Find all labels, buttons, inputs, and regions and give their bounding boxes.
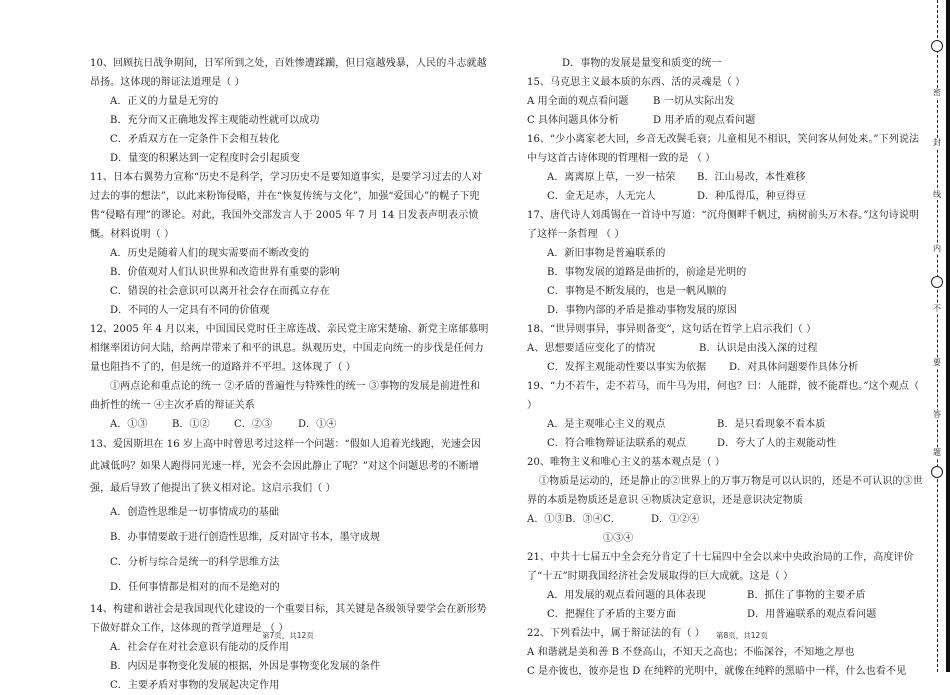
question-11-option-c: C．错误的社会意识可以离开社会存在而孤立存在 xyxy=(110,286,330,297)
page-number-left: 第7页，共12页 xyxy=(262,631,314,640)
right-column xyxy=(527,54,925,681)
question-20-option-b: B．③④ xyxy=(565,514,603,525)
question-12-option-d: D．①④ xyxy=(298,419,337,430)
question-18-stem: 18、“世异则事异，事异则备变”，这句话在哲学上启示我们（ ） xyxy=(527,324,817,335)
question-20-stem: 20、唯物主义和唯心主义的基本观点是（ ） xyxy=(527,457,726,468)
question-15-option-d: D 用矛盾的观点看问题 xyxy=(653,115,756,126)
question-20-options xyxy=(527,510,925,548)
question-12-option-c: C．②③ xyxy=(234,419,273,430)
question-21-options-row-1 xyxy=(527,586,925,605)
question-18-option-b: B．认识是由浅入深的过程 xyxy=(699,343,818,354)
question-19-options-row-1 xyxy=(527,415,925,434)
question-15-stem: 15、马克思主义最本质的东西、活的灵魂是（ ） xyxy=(527,77,746,88)
question-10-stem: 10、回顾抗日战争期间，日军所到之处，百姓惨遭蹂躏，但日寇越残暴，人民的斗志就越昂扬。这体现的辩证法道理是（ ） xyxy=(90,58,487,88)
question-16-options-row-1 xyxy=(527,168,925,187)
question-18-option-a: A、思想要适应变化了的情况 xyxy=(527,343,656,354)
page-number-right: 第8页，共12页 xyxy=(716,631,768,640)
question-12-stem: 12、2005 年 4 月以来，中国国民党时任主席连战、亲民党主席宋楚瑜、新党主席郁慕明相继率团访问大陆，给两岸带来了和平的讯息。纵观历史，中国走向统一的步伐是任何力量也阻挡不了的，但是统一的道路并不平坦。这体现了（ ） xyxy=(90,324,489,373)
question-18-option-d: D．对具体问题要作具体分析 xyxy=(729,362,859,373)
question-11-option-b: B．价值观对人们认识世界和改造世界有重要的影响 xyxy=(110,267,340,278)
question-14-option-a: A．社会存在对社会意识有能动的反作用 xyxy=(110,642,290,653)
dashed-seal-line xyxy=(937,0,938,672)
question-12-options xyxy=(90,415,490,434)
question-20-option-a: A．①③ xyxy=(527,514,565,525)
question-15-option-b: B 一切从实际出发 xyxy=(653,96,735,107)
question-17-option-c: C．事物是不断发展的，也是一帆风顺的 xyxy=(547,286,727,297)
question-19-option-b: B．是只看现象不看本质 xyxy=(717,419,826,430)
question-15-options-row-2 xyxy=(527,111,925,130)
question-14-option-d: D．事物的发展是量变和质变的统一 xyxy=(562,58,722,69)
question-16-options-row-2 xyxy=(527,187,925,206)
question-21-stem: 21、中共十七届五中全会充分肯定了十七届四中全会以来中央政治局的工作，高度评价了“十五”时期我国经济社会发展取得的巨大成就。这是（ ） xyxy=(527,552,914,582)
question-16-option-a: A．离离原上草，一岁一枯荣 xyxy=(547,172,676,183)
question-21-options-row-2 xyxy=(527,605,925,624)
question-19-option-d: D．夸大了人的主观能动性 xyxy=(717,438,837,449)
binding-circle-icon xyxy=(931,40,943,52)
question-17-option-d: D．事物内部的矛盾是推动事物发展的原因 xyxy=(547,305,737,316)
question-17-option-b: B．事物发展的道路是曲折的，前途是光明的 xyxy=(547,267,747,278)
question-16-option-c: C．金无足赤，人无完人 xyxy=(547,191,656,202)
question-15-option-a: A 用全面的观点看问题 xyxy=(527,96,629,107)
question-20-statements: ①物质是运动的，还是静止的②世界上的万事万物是可以认识的，还是不可认识的③世界的本质是物质还是意识 ④物质决定意识，还是意识决定物质 xyxy=(527,476,923,506)
seal-char: 不 xyxy=(929,304,945,314)
question-10-option-d: D．量变的积累达到一定程度时会引起质变 xyxy=(110,153,300,164)
question-20-option-c: C．①③④ xyxy=(603,514,634,544)
page-edge-bar xyxy=(946,0,950,672)
question-13-option-b: B．办事情要敢于进行创造性思维，反对固守书本，墨守成规 xyxy=(110,532,381,543)
seal-char: 封 xyxy=(929,138,945,148)
seal-char: 密 xyxy=(929,88,945,98)
question-21-option-b: B．抓住了事物的主要矛盾 xyxy=(747,590,866,601)
question-19-option-c: C．符合唯物辩证法联系的观点 xyxy=(547,438,687,449)
question-16-option-d: D．种瓜得瓜，种豆得豆 xyxy=(697,191,807,202)
binding-circle-icon xyxy=(931,276,943,288)
question-14-option-b: B．内因是事物变化发展的根据，外因是事物变化发展的条件 xyxy=(110,661,381,672)
question-14-stem: 14、构建和谐社会是我国现代化建设的一个重要目标，其关键是各级领导要学会在新形势下做好群众工作，这体现的哲学道理是 （ ） xyxy=(90,604,487,634)
question-20-option-d: D．①②④ xyxy=(651,514,700,525)
question-13-option-d: D．任何事情都是相对的而不是绝对的 xyxy=(110,582,280,593)
question-12-option-a: A．①③ xyxy=(110,419,148,430)
question-21-option-a: A．用发展的观点看问题的具体表现 xyxy=(547,590,706,601)
question-10-option-a: A．正义的力量是无穷的 xyxy=(110,96,219,107)
question-18-options-row-1 xyxy=(527,339,925,358)
seal-char: 要 xyxy=(929,358,945,368)
question-13-option-c: C．分析与综合是统一的科学思维方法 xyxy=(110,557,280,568)
question-19-stem: 19、“力不若牛，走不若马，而牛马为用，何也？曰：人能群，彼不能群也。”这个观点（ ） xyxy=(527,381,920,411)
question-19-options-row-2 xyxy=(527,434,925,453)
question-21-option-d: D．用普遍联系的观点看问题 xyxy=(747,609,877,620)
question-10-option-c: C．矛盾双方在一定条件下会相互转化 xyxy=(110,134,280,145)
question-11-stem: 11、日本右翼势力宣称“历史不是科学，学习历史不是要知道事实，是要学习过去的人对过去的事的想法”，以此来粉饰侵略，并在“恢复传统与文化”，加强“爱国心”的幌子下兜售“侵略有理”的谬论。对此，我国外交部发言人于 2005 年 7 月 14 日发表声明表示愤慨。材料说明（ ） xyxy=(90,172,482,240)
seal-char: 线 xyxy=(929,190,945,200)
question-11-option-a: A．历史是随着人们的现实需要而不断改变的 xyxy=(110,248,310,259)
question-18-option-c: C．发挥主观能动性要以事实为依据 xyxy=(547,362,707,373)
question-13-stem: 13、爱因斯坦在 16 岁上高中时曾思考过这样一个问题：“假如人追着光线跑，光速会因此减低吗？如果人跑得同光速一样，光会不会因此静止了呢？”对这个问题思考的不断增强，最后导致了他提出了狭义相对论。这启示我们（ ） xyxy=(90,439,482,494)
question-22-options-line-1: A 和谐就是美和善 B 不登高山，不知天之高也；不临深谷，不知地之厚也 xyxy=(527,647,855,658)
question-19-option-a: A．是主观唯心主义的观点 xyxy=(547,419,666,430)
question-17-stem: 17、唐代诗人刘禹锡在一首诗中写道：“沉舟侧畔千帆过，病树前头万木春。”这句诗说明了这样一条哲理 （ ） xyxy=(527,210,920,240)
question-22-options-line-2: C 是亦彼也，彼亦是也 D 在纯粹的光明中，就像在纯粹的黑暗中一样，什么也看不见 xyxy=(527,666,907,677)
question-10-option-b: B．充分而又正确地发挥主观能动性就可以成功 xyxy=(110,115,320,126)
binding-circle-icon xyxy=(931,466,943,478)
question-12-option-b: B．①② xyxy=(172,419,210,430)
left-column xyxy=(90,54,490,695)
seal-char: 内 xyxy=(929,244,945,254)
question-13-option-a: A．创造性思维是一切事情成功的基础 xyxy=(110,507,279,518)
seal-char: 答 xyxy=(929,410,945,420)
question-14-option-c: C．主要矛盾对事物的发展起决定作用 xyxy=(110,680,280,691)
question-16-stem: 16、“少小离家老大回，乡音无改鬓毛衰；儿童相见不相识，笑问客从何处来。”下列说法中与这首古诗体现的哲理相一致的是 （ ） xyxy=(527,134,920,164)
question-12-statements: ①两点论和重点论的统一 ②矛盾的普遍性与特殊性的统一 ③事物的发展是前进性和曲折性的统一 ④主次矛盾的辩证关系 xyxy=(90,381,481,411)
question-15-option-c: C 具体问题具体分析 xyxy=(527,115,619,126)
question-22-stem: 22、下列看法中，属于辩证法的有（ ） xyxy=(527,628,705,639)
seal-char: 题 xyxy=(929,448,945,458)
question-11-option-d: D．不同的人一定具有不同的价值观 xyxy=(110,305,270,316)
question-15-options-row-1 xyxy=(527,92,925,111)
question-17-option-a: A．新旧事物是普遍联系的 xyxy=(547,248,666,259)
question-16-option-b: B．江山易改，本性难移 xyxy=(697,172,806,183)
question-21-option-c: C．把握住了矛盾的主要方面 xyxy=(547,609,676,620)
question-18-options-row-2 xyxy=(527,358,925,377)
